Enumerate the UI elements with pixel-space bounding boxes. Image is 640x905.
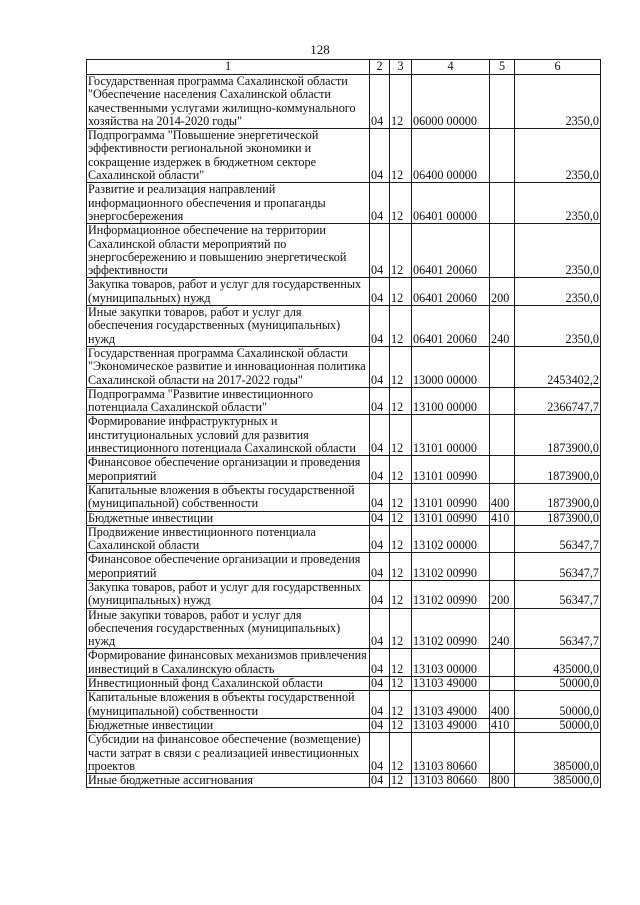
row-section: 04 [370,456,390,484]
row-name: Формирование инфраструктурных и институциональных условий для развития инвестиционного потенциала Сахалинской области [87,415,370,456]
row-name: Подпрограмма "Повышение энергетической эффективности региональной экономики и сокращение издержек в бюджетном секторе Сахалинской области" [87,129,370,183]
row-target-code: 13100 00000 [412,387,490,415]
row-subsection: 12 [390,183,412,224]
row-target-code: 13101 00990 [412,511,490,525]
table-row [87,677,601,691]
row-expense-type [490,75,515,129]
table-row [87,718,601,732]
row-expense-type: 200 [490,278,515,306]
row-section: 04 [370,718,390,732]
row-amount: 50000,0 [515,677,601,691]
table-row [87,415,601,456]
row-amount: 435000,0 [515,649,601,677]
row-amount: 2366747,7 [515,387,601,415]
table-row [87,75,601,129]
row-name: Финансовое обеспечение организации и проведения мероприятий [87,553,370,581]
row-name: Субсидии на финансовое обеспечение (возмещение) части затрат в связи с реализацией инвестиционных проектов [87,733,370,774]
row-name: Бюджетные инвестиции [87,718,370,732]
row-subsection: 12 [390,525,412,553]
row-target-code: 06401 20060 [412,306,490,347]
row-name: Развитие и реализация направлений информационного обеспечения и пропаганды энергосбережения [87,183,370,224]
row-section: 04 [370,677,390,691]
row-amount: 1873900,0 [515,483,601,511]
row-target-code: 13102 00990 [412,553,490,581]
table-row [87,733,601,774]
row-subsection: 12 [390,306,412,347]
row-subsection: 12 [390,415,412,456]
budget-table [86,59,601,788]
row-section: 04 [370,183,390,224]
row-section: 04 [370,306,390,347]
header-cell-2: 2 [370,60,390,75]
row-amount: 50000,0 [515,691,601,719]
row-name: Государственная программа Сахалинской области "Экономическое развитие и инновационная политика Сахалинской области на 2017-2022 годы" [87,346,370,387]
table-row [87,553,601,581]
row-amount: 1873900,0 [515,511,601,525]
row-expense-type: 410 [490,718,515,732]
row-name: Закупка товаров, работ и услуг для государственных (муниципальных) нужд [87,580,370,608]
row-expense-type [490,677,515,691]
row-expense-type: 240 [490,608,515,649]
row-expense-type [490,129,515,183]
row-expense-type: 400 [490,691,515,719]
row-amount: 2350,0 [515,183,601,224]
row-subsection: 12 [390,346,412,387]
row-expense-type [490,387,515,415]
row-target-code: 13103 49000 [412,691,490,719]
row-name: Формирование финансовых механизмов привлечения инвестиций в Сахалинскую область [87,649,370,677]
row-expense-type [490,224,515,278]
row-target-code: 13101 00990 [412,456,490,484]
row-target-code: 06401 20060 [412,278,490,306]
row-target-code: 13000 00000 [412,346,490,387]
row-subsection: 12 [390,511,412,525]
row-target-code: 13103 80660 [412,733,490,774]
row-section: 04 [370,346,390,387]
row-expense-type: 240 [490,306,515,347]
table-row [87,691,601,719]
row-name: Инвестиционный фонд Сахалинской области [87,677,370,691]
row-name: Иные бюджетные ассигнования [87,774,370,788]
row-section: 04 [370,511,390,525]
row-section: 04 [370,580,390,608]
row-expense-type: 800 [490,774,515,788]
row-name: Подпрограмма "Развитие инвестиционного потенциала Сахалинской области" [87,387,370,415]
row-subsection: 12 [390,387,412,415]
row-amount: 56347,7 [515,608,601,649]
row-subsection: 12 [390,677,412,691]
row-section: 04 [370,525,390,553]
row-subsection: 12 [390,733,412,774]
header-row [87,60,601,75]
row-subsection: 12 [390,553,412,581]
table-row [87,456,601,484]
row-section: 04 [370,415,390,456]
row-expense-type: 410 [490,511,515,525]
row-target-code: 13101 00990 [412,483,490,511]
row-amount: 2350,0 [515,278,601,306]
row-expense-type [490,733,515,774]
row-target-code: 13103 49000 [412,718,490,732]
row-subsection: 12 [390,483,412,511]
row-name: Иные закупки товаров, работ и услуг для обеспечения государственных (муниципальных) нужд [87,306,370,347]
header-cell-4: 4 [412,60,490,75]
row-subsection: 12 [390,649,412,677]
row-subsection: 12 [390,608,412,649]
row-amount: 56347,7 [515,553,601,581]
row-target-code: 06401 20060 [412,224,490,278]
table-row [87,525,601,553]
row-subsection: 12 [390,718,412,732]
row-section: 04 [370,774,390,788]
row-target-code: 06401 00000 [412,183,490,224]
table-row [87,346,601,387]
row-amount: 2453402,2 [515,346,601,387]
row-section: 04 [370,691,390,719]
row-target-code: 13102 00990 [412,580,490,608]
row-section: 04 [370,387,390,415]
row-expense-type [490,346,515,387]
row-expense-type [490,525,515,553]
row-name: Финансовое обеспечение организации и проведения мероприятий [87,456,370,484]
row-amount: 2350,0 [515,306,601,347]
row-name: Продвижение инвестиционного потенциала Сахалинской области [87,525,370,553]
table-row [87,387,601,415]
table-row [87,774,601,788]
table-row [87,224,601,278]
header-cell-3: 3 [390,60,412,75]
row-name: Информационное обеспечение на территории Сахалинской области мероприятий по энергосбережению и повышению энергетической эффективности [87,224,370,278]
row-subsection: 12 [390,774,412,788]
row-target-code: 06000 00000 [412,75,490,129]
row-subsection: 12 [390,691,412,719]
row-section: 04 [370,75,390,129]
row-section: 04 [370,483,390,511]
header-cell-1: 1 [87,60,370,75]
table-row [87,278,601,306]
row-section: 04 [370,608,390,649]
table-row [87,511,601,525]
page-number: 128 [310,42,330,57]
row-amount: 2350,0 [515,224,601,278]
row-expense-type [490,183,515,224]
row-amount: 50000,0 [515,718,601,732]
row-name: Иные закупки товаров, работ и услуг для обеспечения государственных (муниципальных) нужд [87,608,370,649]
row-section: 04 [370,649,390,677]
table-body [87,75,601,788]
row-name: Закупка товаров, работ и услуг для государственных (муниципальных) нужд [87,278,370,306]
header-cell-6: 6 [515,60,601,75]
row-subsection: 12 [390,129,412,183]
table-row [87,129,601,183]
row-expense-type [490,649,515,677]
table-row [87,483,601,511]
row-expense-type [490,553,515,581]
row-amount: 385000,0 [515,774,601,788]
row-target-code: 13103 80660 [412,774,490,788]
row-target-code: 13102 00990 [412,608,490,649]
row-amount: 385000,0 [515,733,601,774]
row-name: Бюджетные инвестиции [87,511,370,525]
row-section: 04 [370,553,390,581]
row-amount: 1873900,0 [515,415,601,456]
row-subsection: 12 [390,278,412,306]
row-name: Капитальные вложения в объекты государственной (муниципальной) собственности [87,691,370,719]
row-target-code: 13103 49000 [412,677,490,691]
row-amount: 56347,7 [515,525,601,553]
row-section: 04 [370,224,390,278]
table-row [87,306,601,347]
row-section: 04 [370,733,390,774]
row-section: 04 [370,278,390,306]
row-target-code: 06400 00000 [412,129,490,183]
row-expense-type: 400 [490,483,515,511]
row-expense-type [490,456,515,484]
table-row [87,608,601,649]
table-row [87,649,601,677]
row-subsection: 12 [390,224,412,278]
row-amount: 56347,7 [515,580,601,608]
row-amount: 1873900,0 [515,456,601,484]
row-target-code: 13103 00000 [412,649,490,677]
row-subsection: 12 [390,456,412,484]
row-subsection: 12 [390,580,412,608]
row-target-code: 13102 00000 [412,525,490,553]
row-target-code: 13101 00000 [412,415,490,456]
row-expense-type: 200 [490,580,515,608]
row-section: 04 [370,129,390,183]
header-cell-5: 5 [490,60,515,75]
row-subsection: 12 [390,75,412,129]
row-amount: 2350,0 [515,75,601,129]
row-expense-type [490,415,515,456]
table-row [87,183,601,224]
table-row [87,580,601,608]
row-name: Государственная программа Сахалинской области "Обеспечение населения Сахалинской области качественными услугами жилищно-коммунального хозяйства на 2014-2020 годы" [87,75,370,129]
row-amount: 2350,0 [515,129,601,183]
row-name: Капитальные вложения в объекты государственной (муниципальной) собственности [87,483,370,511]
